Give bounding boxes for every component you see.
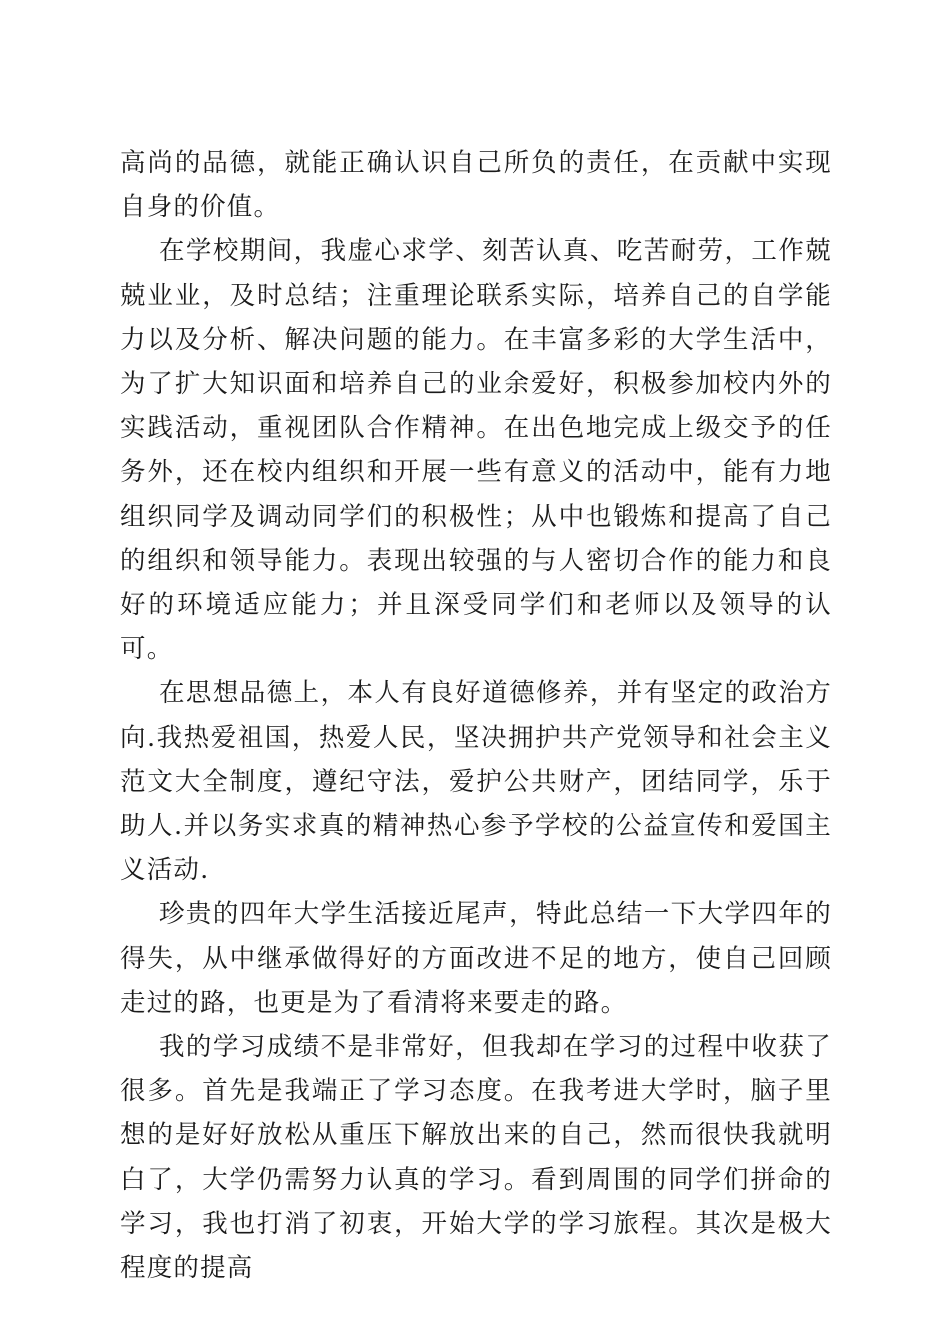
paragraph-5: 我的学习成绩不是非常好，但我却在学习的过程中收获了很多。首先是我端正了学习态度。在我考进大学时，脑子里想的是好好放松从重压下解放出来的自己，然而很快我就明白了，大学仍需努力认真的学习。看到周围的同学们拼命的学习，我也打消了初衷，开始大学的学习旅程。其次是极大程度的提高 — [120, 1032, 832, 1284]
paragraph-3: 在思想品德上，本人有良好道德修养，并有坚定的政治方向.我热爱祖国，热爱人民，坚决拥护共产党领导和社会主义范文大全制度，遵纪守法，爱护公共财产，团结同学，乐于助人.并以务实求真的精神热心参予学校的公益宣传和爱国主义活动. — [120, 678, 832, 886]
document-body — [120, 141, 832, 1290]
paragraph-1: 高尚的品德，就能正确认识自己所负的责任，在贡献中实现自身的价值。 — [120, 148, 832, 223]
paragraph-2: 在学校期间，我虚心求学、刻苦认真、吃苦耐劳，工作兢兢业业，及时总结；注重理论联系实际，培养自己的自学能力以及分析、解决问题的能力。在丰富多彩的大学生活中，为了扩大知识面和培养自己的业余爱好，积极参加校内外的实践活动，重视团队合作精神。在出色地完成上级交予的任务外，还在校内组织和开展一些有意义的活动中，能有力地组织同学及调动同学们的积极性；从中也锻炼和提高了自己的组织和领导能力。表现出较强的与人密切合作的能力和良好的环境适应能力；并且深受同学们和老师以及领导的认可。 — [120, 236, 832, 665]
paragraph-4: 珍贵的四年大学生活接近尾声，特此总结一下大学四年的得失，从中继承做得好的方面改进不足的地方，使自己回顾走过的路，也更是为了看清将来要走的路。 — [120, 899, 832, 1018]
